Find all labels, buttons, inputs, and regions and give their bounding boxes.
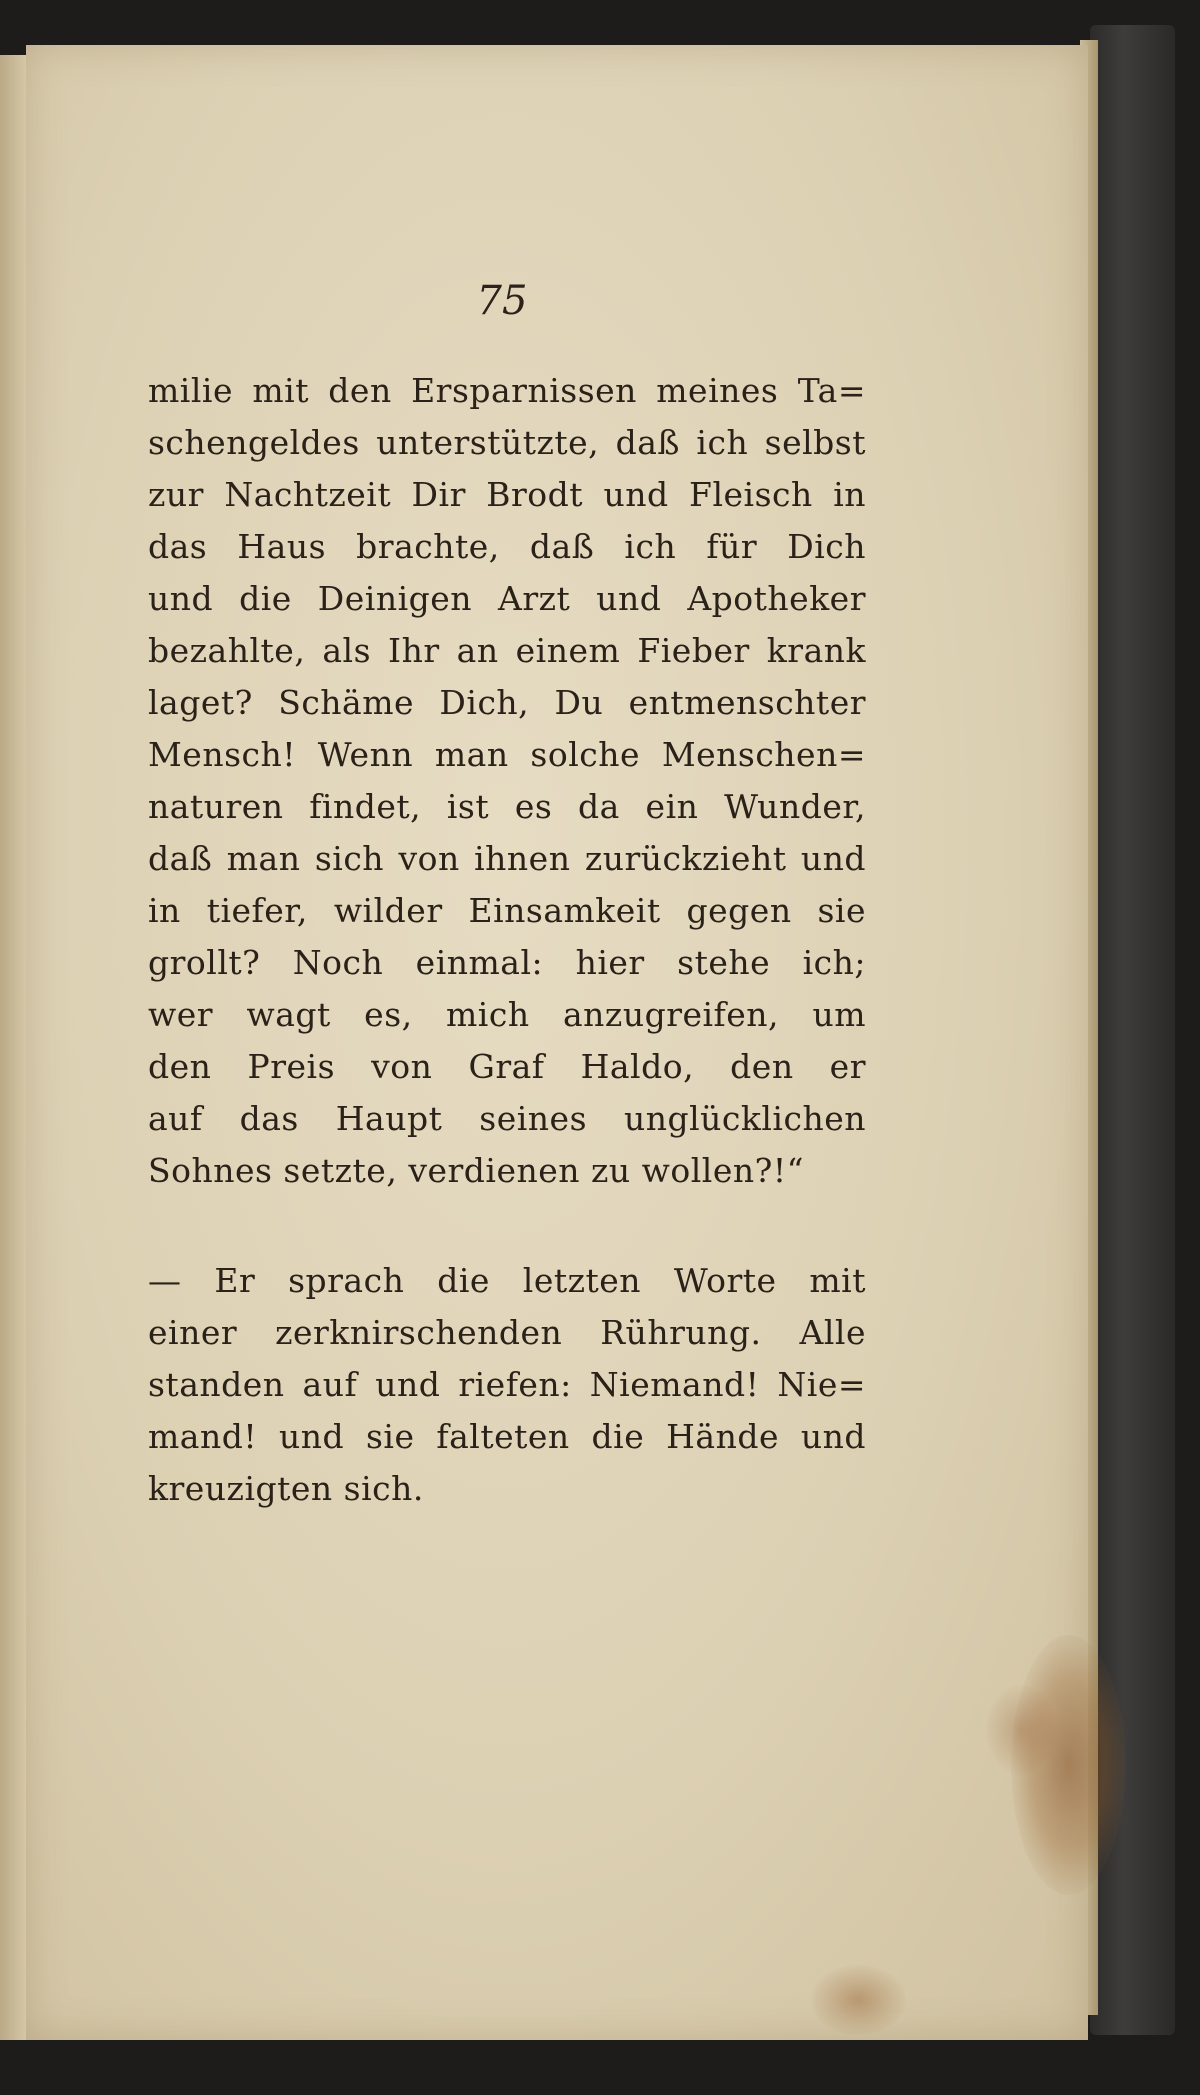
text-line: und die Deinigen Arzt und Apotheker (148, 579, 866, 618)
paragraph-1 (148, 365, 866, 1197)
text-line: schengeldes unterstützte, daß ich selbst (148, 423, 866, 462)
text-line: den Preis von Graf Haldo, den er (148, 1047, 866, 1086)
text-line: Sohnes setzte, verdienen zu wollen?!“ (148, 1151, 804, 1190)
text-line: daß man sich von ihnen zurückzieht und (148, 839, 866, 878)
text-line: — Er sprach die letzten Worte mit (148, 1261, 866, 1300)
text-line: milie mit den Ersparnissen meines Ta= (148, 371, 866, 410)
text-line: grollt? Noch einmal: hier stehe ich; (148, 943, 866, 982)
text-line: naturen findet, ist es da ein Wunder, (148, 787, 866, 826)
left-page-edge (0, 55, 28, 2040)
text-line: das Haus brachte, daß ich für Dich (148, 527, 866, 566)
text-line: kreuzigten sich. (148, 1469, 424, 1508)
text-line: standen auf und riefen: Niemand! Nie= (148, 1365, 866, 1404)
page-number: 75 (476, 278, 528, 324)
text-line: Mensch! Wenn man solche Menschen= (148, 735, 866, 774)
stain-mark (811, 1965, 906, 2035)
book-cover-edge (1090, 25, 1175, 2035)
text-line: auf das Haupt seines unglücklichen (148, 1099, 866, 1138)
text-line: zur Nachtzeit Dir Brodt und Fleisch in (148, 475, 866, 514)
paragraph-2 (148, 1255, 866, 1515)
text-line: bezahlte, als Ihr an einem Fieber krank (148, 631, 866, 670)
text-line: mand! und sie falteten die Hände und (148, 1417, 866, 1456)
stain-mark (986, 1685, 1056, 1775)
text-line: laget? Schäme Dich, Du entmenschter (148, 683, 866, 722)
text-line: wer wagt es, mich anzugreifen, um (148, 995, 866, 1034)
text-line: einer zerknirschenden Rührung. Alle (148, 1313, 866, 1352)
text-line: in tiefer, wilder Einsamkeit gegen sie (148, 891, 866, 930)
